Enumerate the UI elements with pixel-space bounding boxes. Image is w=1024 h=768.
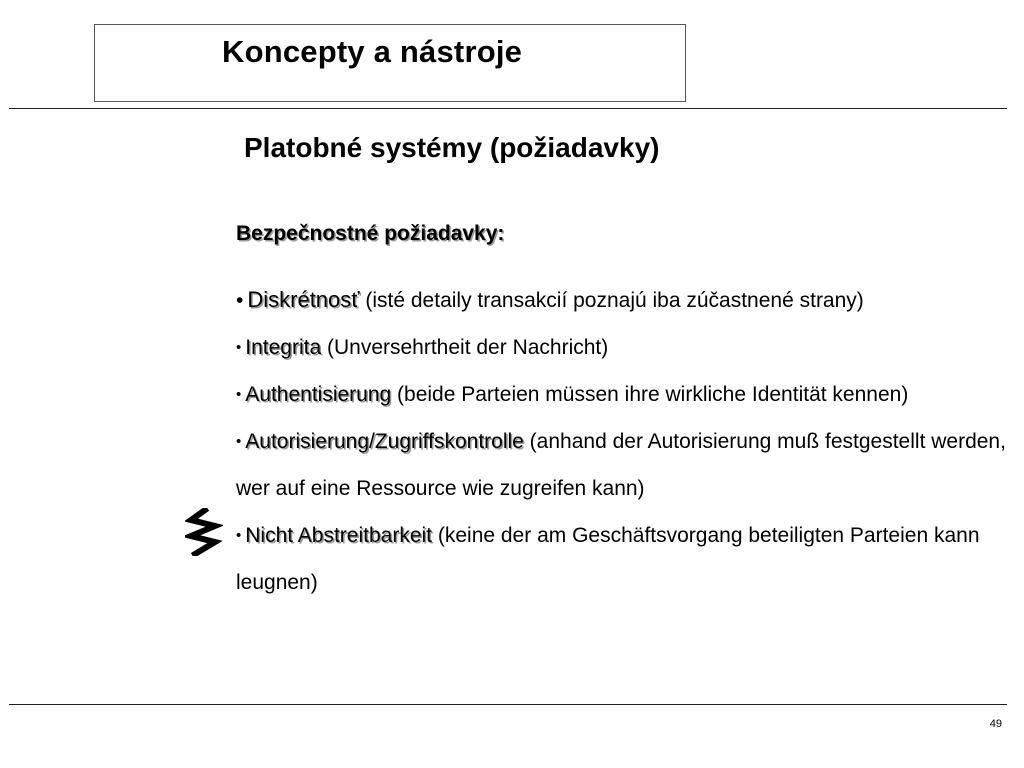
item-term: Authentisierung <box>245 383 392 406</box>
bullet: • <box>236 289 244 312</box>
requirements-list <box>236 276 1006 606</box>
zigzag-bolt-icon <box>185 508 223 556</box>
slide-subtitle: Platobné systémy (požiadavky) <box>244 132 660 163</box>
item-description: (keine der am Geschäftsvorgang beteiligten Parteien kann leugnen) <box>236 524 980 594</box>
list-item-autorisierung <box>236 418 1006 512</box>
item-term: Diskrétnosť <box>247 287 360 312</box>
bullet: • <box>236 433 242 450</box>
item-description: (Unversehrtheit der Nachricht) <box>321 336 609 359</box>
item-description: (anhand der Autorisierung muß festgestellt werden, wer auf eine Ressource wie zugreifen kann) <box>236 430 1006 500</box>
section-heading: Bezpečnostné požiadavky: <box>236 222 505 245</box>
list-item-integrita <box>236 324 1006 371</box>
item-description: (isté detaily transakcií poznajú iba zúčastnené strany) <box>359 289 864 312</box>
list-item-authentisierung <box>236 371 1006 418</box>
item-term: Nicht Abstreitbarkeit <box>245 524 433 547</box>
bullet: • <box>236 386 242 403</box>
bottom-divider <box>9 704 1007 705</box>
item-description: (beide Parteien müssen ihre wirkliche Identität kennen) <box>391 383 909 406</box>
bullet: • <box>236 527 242 544</box>
item-term: Integrita <box>245 336 322 359</box>
page-number: 49 <box>989 718 1002 730</box>
list-item-diskretnost <box>236 276 1006 324</box>
item-term: Autorisierung/Zugriffskontrolle <box>245 430 524 453</box>
list-item-nicht-abstreitbarkeit <box>236 512 1006 606</box>
slide-title: Koncepty a nástroje <box>222 34 523 69</box>
top-divider <box>9 108 1007 109</box>
bullet: • <box>236 339 242 356</box>
